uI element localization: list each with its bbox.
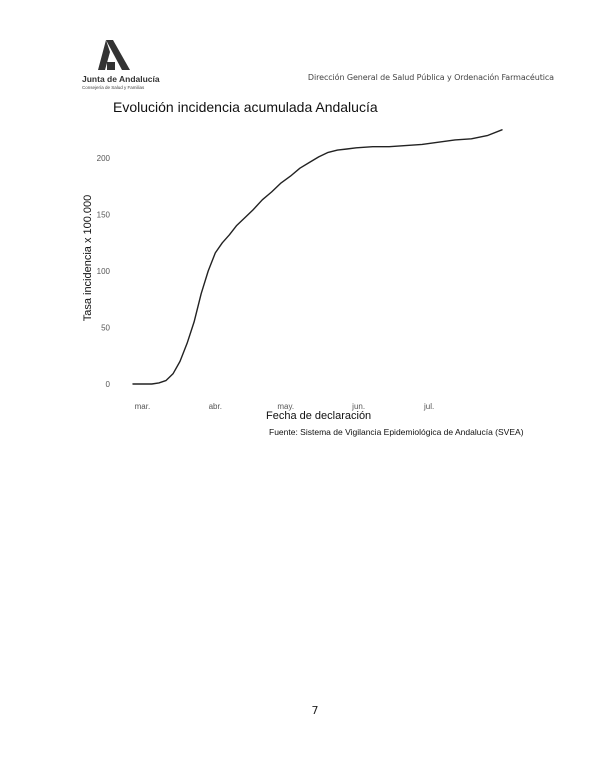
x-tick-label: mar.	[134, 402, 151, 411]
x-tick-label: abr.	[208, 402, 222, 411]
chart-title: Evolución incidencia acumulada Andalucía	[113, 99, 378, 115]
org-subtitle: Consejería de Salud y Familias	[82, 85, 145, 90]
y-ticks	[97, 154, 111, 389]
chart-source: Fuente: Sistema de Vigilancia Epidemiológica de Andalucía (SVEA)	[269, 427, 524, 437]
page-number: 7	[311, 704, 319, 717]
department-header: Dirección General de Salud Pública y Ordenación Farmacéutica	[307, 73, 554, 82]
x-axis-label: Fecha de declaración	[266, 410, 372, 422]
y-tick-label: 150	[96, 210, 110, 220]
y-axis-label: Tasa incidencia x 100.000	[82, 194, 94, 322]
y-tick-label: 50	[101, 323, 110, 333]
y-tick-label: 200	[96, 154, 110, 163]
x-tick-label: jun.	[352, 402, 366, 411]
x-tick-label: may.	[277, 402, 295, 411]
y-tick-label: 0	[105, 380, 110, 389]
y-tick-label: 100	[96, 267, 110, 276]
x-tick-label: jul.	[424, 402, 435, 411]
series-line-incidence	[133, 130, 502, 384]
org-name: Junta de Andalucía	[82, 74, 160, 84]
